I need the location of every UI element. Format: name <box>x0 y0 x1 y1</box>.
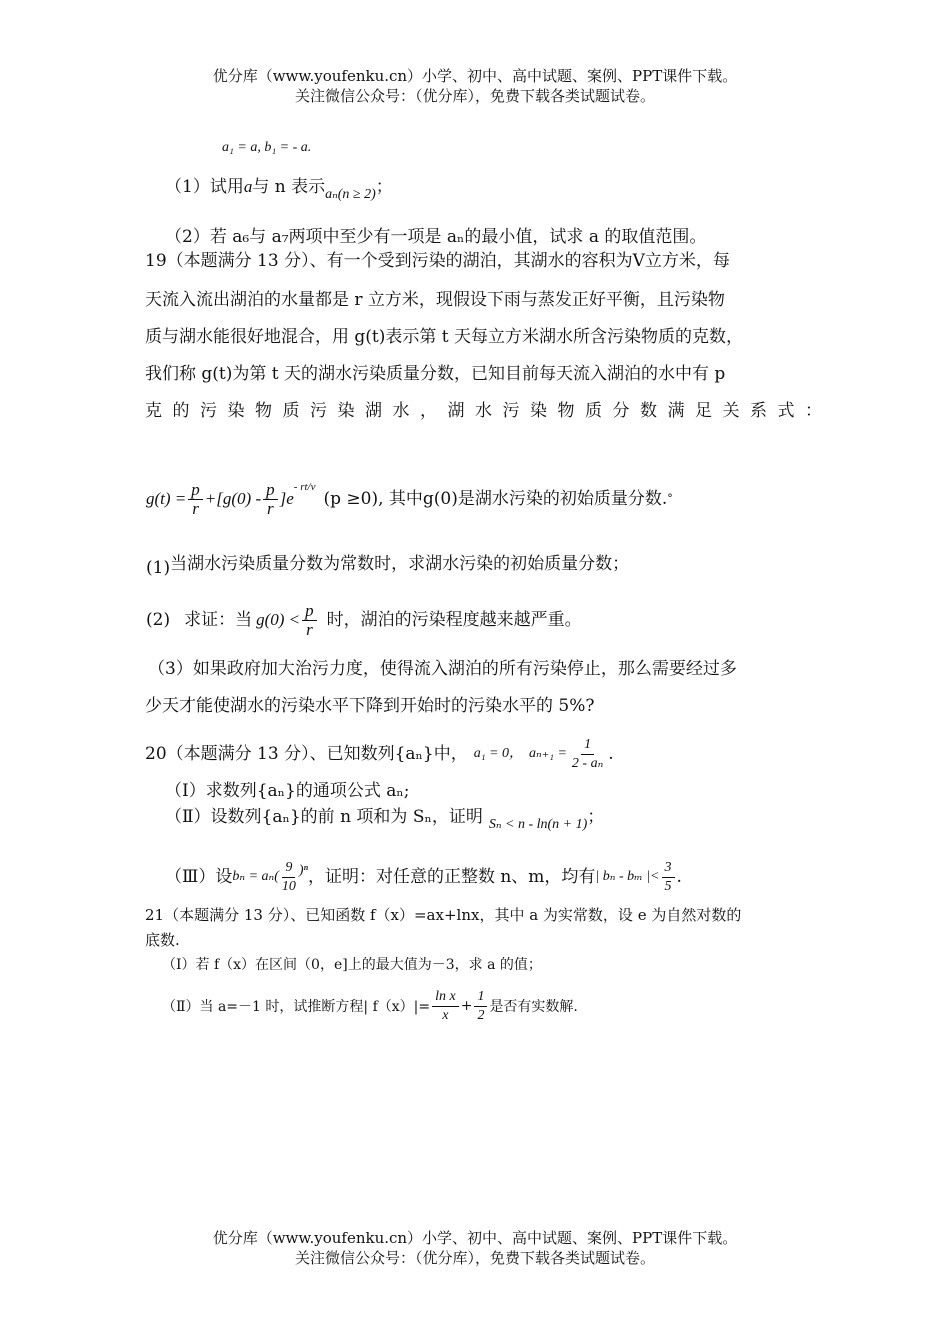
q19-part3-line1: （3）如果政府加大治污力度，使得流入湖泊的所有污染停止，那么需要经过多 <box>148 659 737 679</box>
q21-part2-frac1-num: ln x <box>432 988 459 1007</box>
q21-part2-frac2 <box>474 988 487 1025</box>
q21-part2-end: 是否有实数解. <box>489 999 578 1015</box>
q18-part1 <box>165 176 393 200</box>
q18-part2: （2）若 a₆与 a₇两项中至少有一项是 aₙ的最小值，试求 a 的取值范围。 <box>165 227 707 247</box>
q20-cond-end: . <box>608 744 614 764</box>
q20-part2-end: ； <box>587 807 605 827</box>
q19-part2-text-a: 求证：当 <box>184 610 253 630</box>
q19-part2-expr: g(0) < <box>256 610 301 629</box>
q19-formula-bracket: ]e <box>279 489 294 508</box>
q19-part2 <box>146 596 582 644</box>
q18-part1-expr: aₙ(n ≥ 2) <box>325 187 376 202</box>
q19-part2-frac-den: r <box>306 619 313 639</box>
q20-part3 <box>165 852 682 902</box>
q19-line1: 19（本题满分 13 分）、有一个受到污染的湖泊，其湖水的容积为Ⅴ立方米，每 <box>145 251 730 271</box>
q20-part3-end: . <box>676 867 682 887</box>
q20-cond-frac <box>569 736 606 773</box>
q21-part1: （Ⅰ）若 f（x）在区间（0，e]上的最大值为－3，求 a 的值； <box>162 957 542 973</box>
q19-formula-frac1-num: p <box>188 481 203 500</box>
q20-cond-frac-num: 1 <box>581 736 594 755</box>
q19-part2-num: (2) <box>146 610 171 630</box>
q20-part3-frac <box>279 859 299 896</box>
page-footer-line2: 关注微信公众号：（优分库），免费下载各类试题试卷。 <box>294 1249 655 1267</box>
q19-formula-mark: ° <box>667 492 673 505</box>
q20-cond-frac-den: 2 - aₙ <box>571 755 604 771</box>
q18-part1-end: ； <box>375 177 393 197</box>
q21-part2-plus: + <box>460 998 473 1014</box>
q19-part3-line2: 少天才能使湖水的污染水平下降到开始时的污染水平的 5%? <box>145 696 595 716</box>
q19-formula-exponent: - rt/v <box>293 481 316 493</box>
q19-formula-frac1 <box>188 481 203 518</box>
q19-formula-frac2-den: r <box>267 498 274 518</box>
q19-part2-frac <box>302 602 317 639</box>
q19-line2: 天流入流出湖泊的水量都是 r 立方米，现假设下雨与蒸发正好平衡，且污染物 <box>145 290 725 310</box>
q21-part2-frac2-den: 2 <box>477 1007 485 1023</box>
q20-part3-label: （Ⅲ）设 <box>165 867 233 887</box>
q21-part2-frac1 <box>432 988 459 1025</box>
q19-part2-text-b: 时，湖泊的污染程度越来越严重。 <box>326 610 582 630</box>
q20-cond2: aₙ₊₁ = <box>529 746 567 761</box>
q20-part3-bound-num: 3 <box>662 859 675 878</box>
q19-line5: 克的污染物质污染湖水，湖水污染物质分数满足关系式： <box>145 401 833 421</box>
q20-cond1: a₁ = 0， <box>473 746 524 761</box>
q20-part2 <box>165 806 604 830</box>
q20-part2-expr: Sₙ < n - ln(n + 1) <box>488 817 588 832</box>
page-footer-line1: 优分库（www.youfenku.cn）小学、初中、高中试题、案例、PPT课件下载。 <box>212 1229 738 1247</box>
q20-part3-bound-den: 5 <box>664 878 672 894</box>
q19-line3: 质与湖水能很好地混合，用 g(t)表示第 t 天每立方米湖水所含污染物质的克数， <box>145 327 744 347</box>
q19-part1-text: 当湖水污染质量分数为常数时，求湖水污染的初始质量分数； <box>170 554 630 574</box>
q18-part1-var: a <box>243 177 253 196</box>
q18-part1-label: （1）试用 <box>165 177 244 197</box>
q20-intro-text: 20（本题满分 13 分）、已知数列{aₙ}中， <box>145 744 468 764</box>
q20-part3-frac-den: 10 <box>281 878 296 894</box>
q20-part3-frac-num: 9 <box>282 859 295 878</box>
q19-formula-condition: (p ≥0), 其中g(0)是湖水污染的初始质量分数. <box>323 489 668 509</box>
q21-line1: 21（本题满分 13 分）、已知函数 f（x）=ax+lnx，其中 a 为实常数，设 e 为自然对数的 <box>145 906 742 924</box>
q21-part2-frac2-num: 1 <box>474 988 487 1007</box>
q19-formula <box>146 474 673 524</box>
q19-part1-num: (1) <box>146 558 171 578</box>
q20-part3-expr-a: bₙ = aₙ( <box>232 869 279 884</box>
q19-formula-frac2 <box>263 481 278 518</box>
q20-part3-ineq: | bₙ - bₘ |< <box>595 869 660 884</box>
q20-part3-text: ，证明：对任意的正整数 n、m，均有 <box>307 867 596 887</box>
q21-line2: 底数. <box>145 931 180 949</box>
q18-initial-condition: a₁ = a, b₁ = - a. <box>222 140 312 155</box>
q20-part2-text: （Ⅱ）设数列{aₙ}的前 n 项和为 Sₙ，证明 <box>165 807 483 827</box>
q19-part1 <box>146 553 630 578</box>
q19-line4: 我们称 g(t)为第 t 天的湖水污染质量分数，已知目前每天流入湖泊的水中有 p <box>145 364 726 384</box>
q19-formula-frac2-num: p <box>263 481 278 500</box>
q20-intro <box>145 730 614 778</box>
q21-part2-text: （Ⅱ）当 a=－1 时，试推断方程| f（x）|= <box>162 999 431 1015</box>
q20-part1: （Ⅰ）求数列{aₙ}的通项公式 aₙ; <box>165 781 410 801</box>
q21-part2-frac1-den: x <box>442 1007 449 1023</box>
q18-part1-mid: 与 n 表示 <box>252 177 326 197</box>
q20-part3-bound-frac <box>662 859 675 896</box>
q20-part3-expr-b: )ⁿ <box>298 863 308 878</box>
page-header-line2: 关注微信公众号：（优分库），免费下载各类试题试卷。 <box>294 87 655 105</box>
q21-part2 <box>162 982 578 1030</box>
page-header-line1: 优分库（www.youfenku.cn）小学、初中、高中试题、案例、PPT课件下载。 <box>212 67 738 85</box>
q19-part2-frac-num: p <box>302 602 317 621</box>
q19-formula-mid: +[g(0) - <box>204 489 262 508</box>
q19-formula-frac1-den: r <box>192 498 199 518</box>
q19-formula-left: g(t) = <box>146 489 187 508</box>
